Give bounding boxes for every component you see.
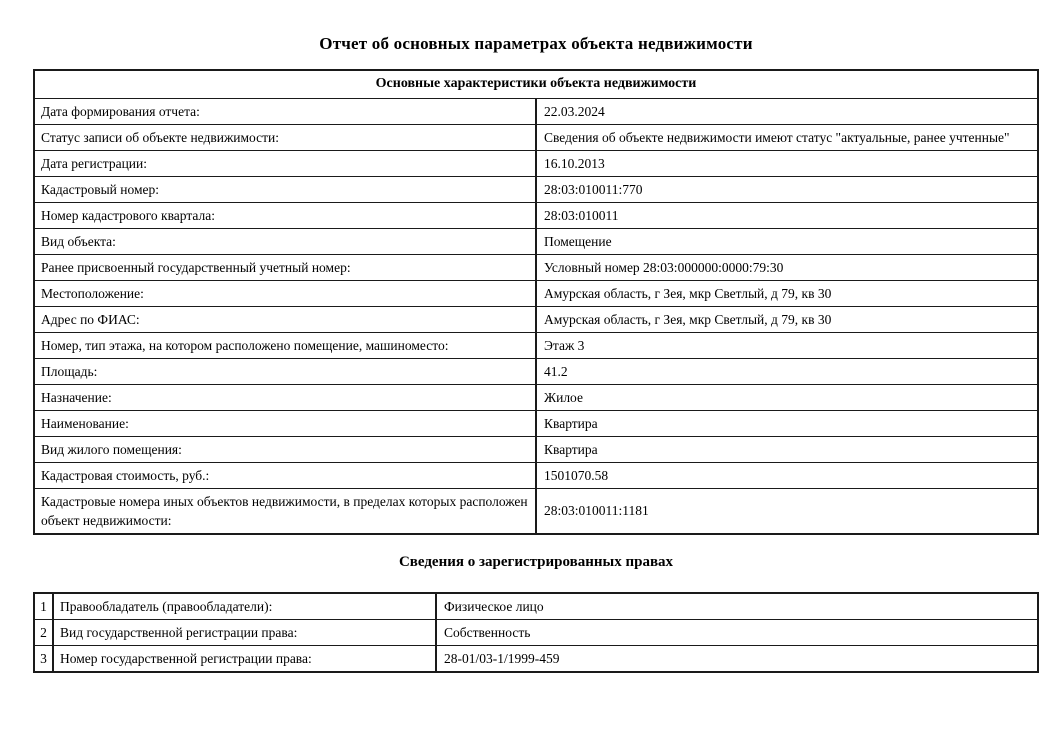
main-table-body — [34, 98, 1038, 534]
row-value: Помещение — [536, 228, 1038, 254]
table-row — [34, 488, 1038, 534]
row-label: Назначение: — [34, 384, 536, 410]
main-characteristics-table — [33, 69, 1039, 535]
row-label: Правообладатель (правообладатели): — [53, 593, 436, 620]
page-title: Отчет об основных параметрах объекта недвижимости — [319, 34, 753, 53]
row-value: Квартира — [536, 436, 1038, 462]
table-row — [34, 436, 1038, 462]
row-number: 2 — [34, 619, 53, 645]
table-row — [34, 462, 1038, 488]
registered-rights-table — [33, 592, 1039, 673]
row-label: Кадастровая стоимость, руб.: — [34, 462, 536, 488]
table-row — [34, 254, 1038, 280]
row-value: 28-01/03-1/1999-459 — [436, 645, 1038, 672]
row-value: 16.10.2013 — [536, 150, 1038, 176]
row-label: Вид объекта: — [34, 228, 536, 254]
table-row — [34, 645, 1038, 672]
table-row — [34, 306, 1038, 332]
table-row — [34, 332, 1038, 358]
row-label: Дата регистрации: — [34, 150, 536, 176]
table-row — [34, 98, 1038, 124]
table-row — [34, 410, 1038, 436]
table-row — [34, 619, 1038, 645]
row-value: Собственность — [436, 619, 1038, 645]
row-value: Сведения об объекте недвижимости имеют статус "актуальные, ранее учтенные" — [536, 124, 1038, 150]
rights-section-heading: Сведения о зарегистрированных правах — [398, 553, 674, 570]
row-label: Наименование: — [34, 410, 536, 436]
main-table-header: Основные характеристики объекта недвижимости — [34, 70, 1038, 98]
row-label: Номер, тип этажа, на котором расположено помещение, машиноместо: — [34, 332, 536, 358]
row-value: Жилое — [536, 384, 1038, 410]
row-value: Физическое лицо — [436, 593, 1038, 620]
row-value: 41.2 — [536, 358, 1038, 384]
row-label: Адрес по ФИАС: — [34, 306, 536, 332]
table-row — [34, 384, 1038, 410]
table-row — [34, 358, 1038, 384]
table-row — [34, 228, 1038, 254]
row-value: 28:03:010011 — [536, 202, 1038, 228]
row-value: Амурская область, г Зея, мкр Светлый, д 79, кв 30 — [536, 280, 1038, 306]
row-label: Площадь: — [34, 358, 536, 384]
row-value: Квартира — [536, 410, 1038, 436]
table-row — [34, 124, 1038, 150]
table-row — [34, 176, 1038, 202]
row-number: 3 — [34, 645, 53, 672]
row-value: Этаж 3 — [536, 332, 1038, 358]
table-row — [34, 593, 1038, 620]
table-row — [34, 202, 1038, 228]
row-label: Кадастровый номер: — [34, 176, 536, 202]
row-number: 1 — [34, 593, 53, 620]
row-label: Вид жилого помещения: — [34, 436, 536, 462]
row-label: Дата формирования отчета: — [34, 98, 536, 124]
row-label: Статус записи об объекте недвижимости: — [34, 124, 536, 150]
table-row — [34, 150, 1038, 176]
row-label: Номер кадастрового квартала: — [34, 202, 536, 228]
table-row — [34, 280, 1038, 306]
row-value: Условный номер 28:03:000000:0000:79:30 — [536, 254, 1038, 280]
row-label: Кадастровые номера иных объектов недвижимости, в пределах которых расположен объект недвижимости: — [34, 488, 536, 534]
row-value: 22.03.2024 — [536, 98, 1038, 124]
row-value: 28:03:010011:770 — [536, 176, 1038, 202]
row-value: Амурская область, г Зея, мкр Светлый, д 79, кв 30 — [536, 306, 1038, 332]
row-label: Местоположение: — [34, 280, 536, 306]
row-label: Ранее присвоенный государственный учетный номер: — [34, 254, 536, 280]
row-value: 1501070.58 — [536, 462, 1038, 488]
main-table-header-row — [34, 70, 1038, 98]
row-label: Вид государственной регистрации права: — [53, 619, 436, 645]
row-value: 28:03:010011:1181 — [536, 488, 1038, 534]
rights-table-body — [34, 593, 1038, 672]
row-label: Номер государственной регистрации права: — [53, 645, 436, 672]
